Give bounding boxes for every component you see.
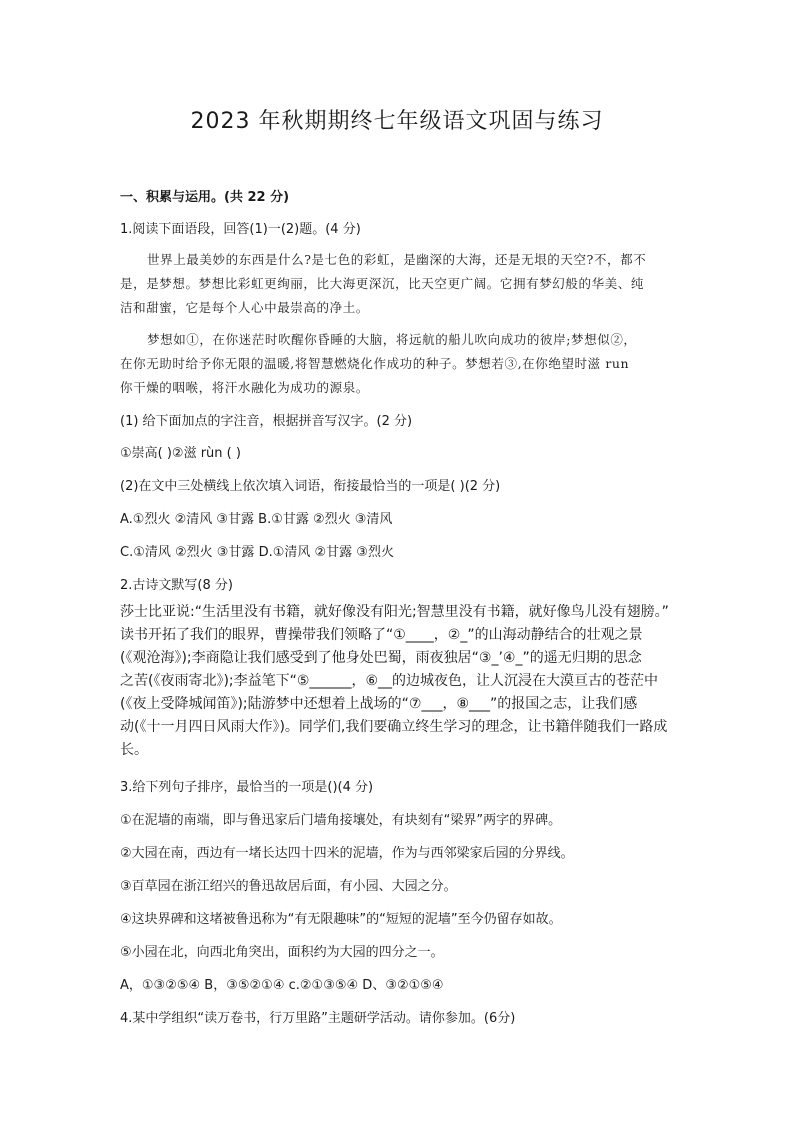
q1-para2-line2: 在你无助时给予你无限的温暖,将智慧燃烧化作成功的种子。梦想若③,在你绝望时滋 run bbox=[120, 356, 630, 371]
q3-item: ①在泥墙的南端，即与鲁迅家后门墙角接壤处，有块刻有“梁界”两字的界碑。 bbox=[120, 813, 562, 828]
q3-item: ④这块界碑和这堵被鲁迅称为“有无限趣味”的“短短的泥墙”至今仍留存如故。 bbox=[120, 912, 562, 927]
question-4-stem: 4.某中学组织“读万卷书，行万里路”主题研学活动。请你参加。(6分) bbox=[120, 1011, 516, 1026]
q1-options-ab: A.①烈火 ②清风 ③甘露 B.①甘露 ②烈火 ③清风 bbox=[120, 512, 393, 527]
q3-item: ⑤小园在北，向西北角突出，面积约为大园的四分之一。 bbox=[120, 945, 444, 960]
q1-para1-line2: 是，是梦想。梦想比彩虹更绚丽，比大海更深沉，比天空更广阔。它拥有梦幻般的华美、纯 bbox=[120, 276, 645, 291]
q1-para2-line1: 梦想如①，在你迷茫时吹醒你昏睡的大脑，将远航的船儿吹向成功的彼岸;梦想似②， bbox=[147, 332, 637, 347]
q3-item: ②大园在南，西边有一堵长达四十四米的泥墙，作为与西邻梁家后园的分界线。 bbox=[120, 846, 574, 861]
q1-para1-line3: 洁和甜蜜，它是每个人心中最崇高的净土。 bbox=[120, 300, 369, 315]
q2-line: 之苦(《夜雨寄北》);李益笔下“⑤______，⑥__的边城夜色，让人沉浸在大漠亘古的苍茫中 bbox=[120, 673, 658, 689]
q1-sub1: (1) 给下面加点的字注音，根据拼音写汉字。(2 分) bbox=[120, 414, 413, 429]
section-heading: 一、积累与运用。(共 22 分) bbox=[120, 190, 290, 205]
q3-item: ③百草园在浙江绍兴的鲁迅故居后面，有小园、大园之分。 bbox=[120, 879, 457, 894]
q3-options: A，①③②⑤④ B，③⑤②①④ c.②①③⑤④ D、③②①⑤④ bbox=[120, 978, 444, 993]
q2-line: 读书开拓了我们的眼界，曹操带我们领略了“①____，②_”的山海动静结合的壮观之景 bbox=[120, 627, 643, 643]
question-2-stem: 2.古诗文默写(8 分) bbox=[120, 578, 233, 593]
q2-line: 动(《十一月四日风雨大作》)。同学们,我们要确立终生学习的理念，让书籍伴随我们一路成 bbox=[120, 719, 668, 735]
q1-options-cd: C.①清风 ②烈火 ③甘露 D.①清风 ②甘露 ③烈火 bbox=[120, 545, 394, 560]
q2-line: (《观沧海》);李商隐让我们感受到了他身处巴蜀，雨夜独居“③_’④_”的遥无归期的思念 bbox=[120, 650, 642, 666]
q1-sub1-items: ①崇高( )②滋 rùn ( ) bbox=[120, 446, 241, 461]
q1-sub2: (2)在文中三处横线上依次填入词语，衔接最恰当的一项是( )(2 分) bbox=[120, 479, 501, 494]
question-1-stem: 1.阅读下面语段，回答(1)一(2)题。(4 分) bbox=[120, 222, 361, 237]
q1-para2-line3: 你干燥的咽喉，将汗水融化为成功的源泉。 bbox=[120, 380, 369, 395]
q2-line: (《夜上受降城闻笛》);陆游梦中还想着上战场的“⑦___，⑧___”的报国之志，让我们感 bbox=[120, 696, 638, 712]
q2-line: 长。 bbox=[120, 742, 148, 758]
page-title: 2023 年秋期期终七年级语文巩固与练习 bbox=[190, 109, 604, 134]
q1-para1-line1: 世界上最美妙的东西是什么?是七色的彩虹，是幽深的大海，还是无垠的天空?不，都不 bbox=[147, 252, 647, 267]
question-3-stem: 3.给下列句子排序，最恰当的一项是()(4 分) bbox=[120, 780, 374, 795]
q2-body bbox=[120, 601, 680, 762]
q2-line: 莎士比亚说:“生活里没有书籍，就好像没有阳光;智慧里没有书籍，就好像鸟儿没有翅膀。” bbox=[120, 604, 669, 620]
